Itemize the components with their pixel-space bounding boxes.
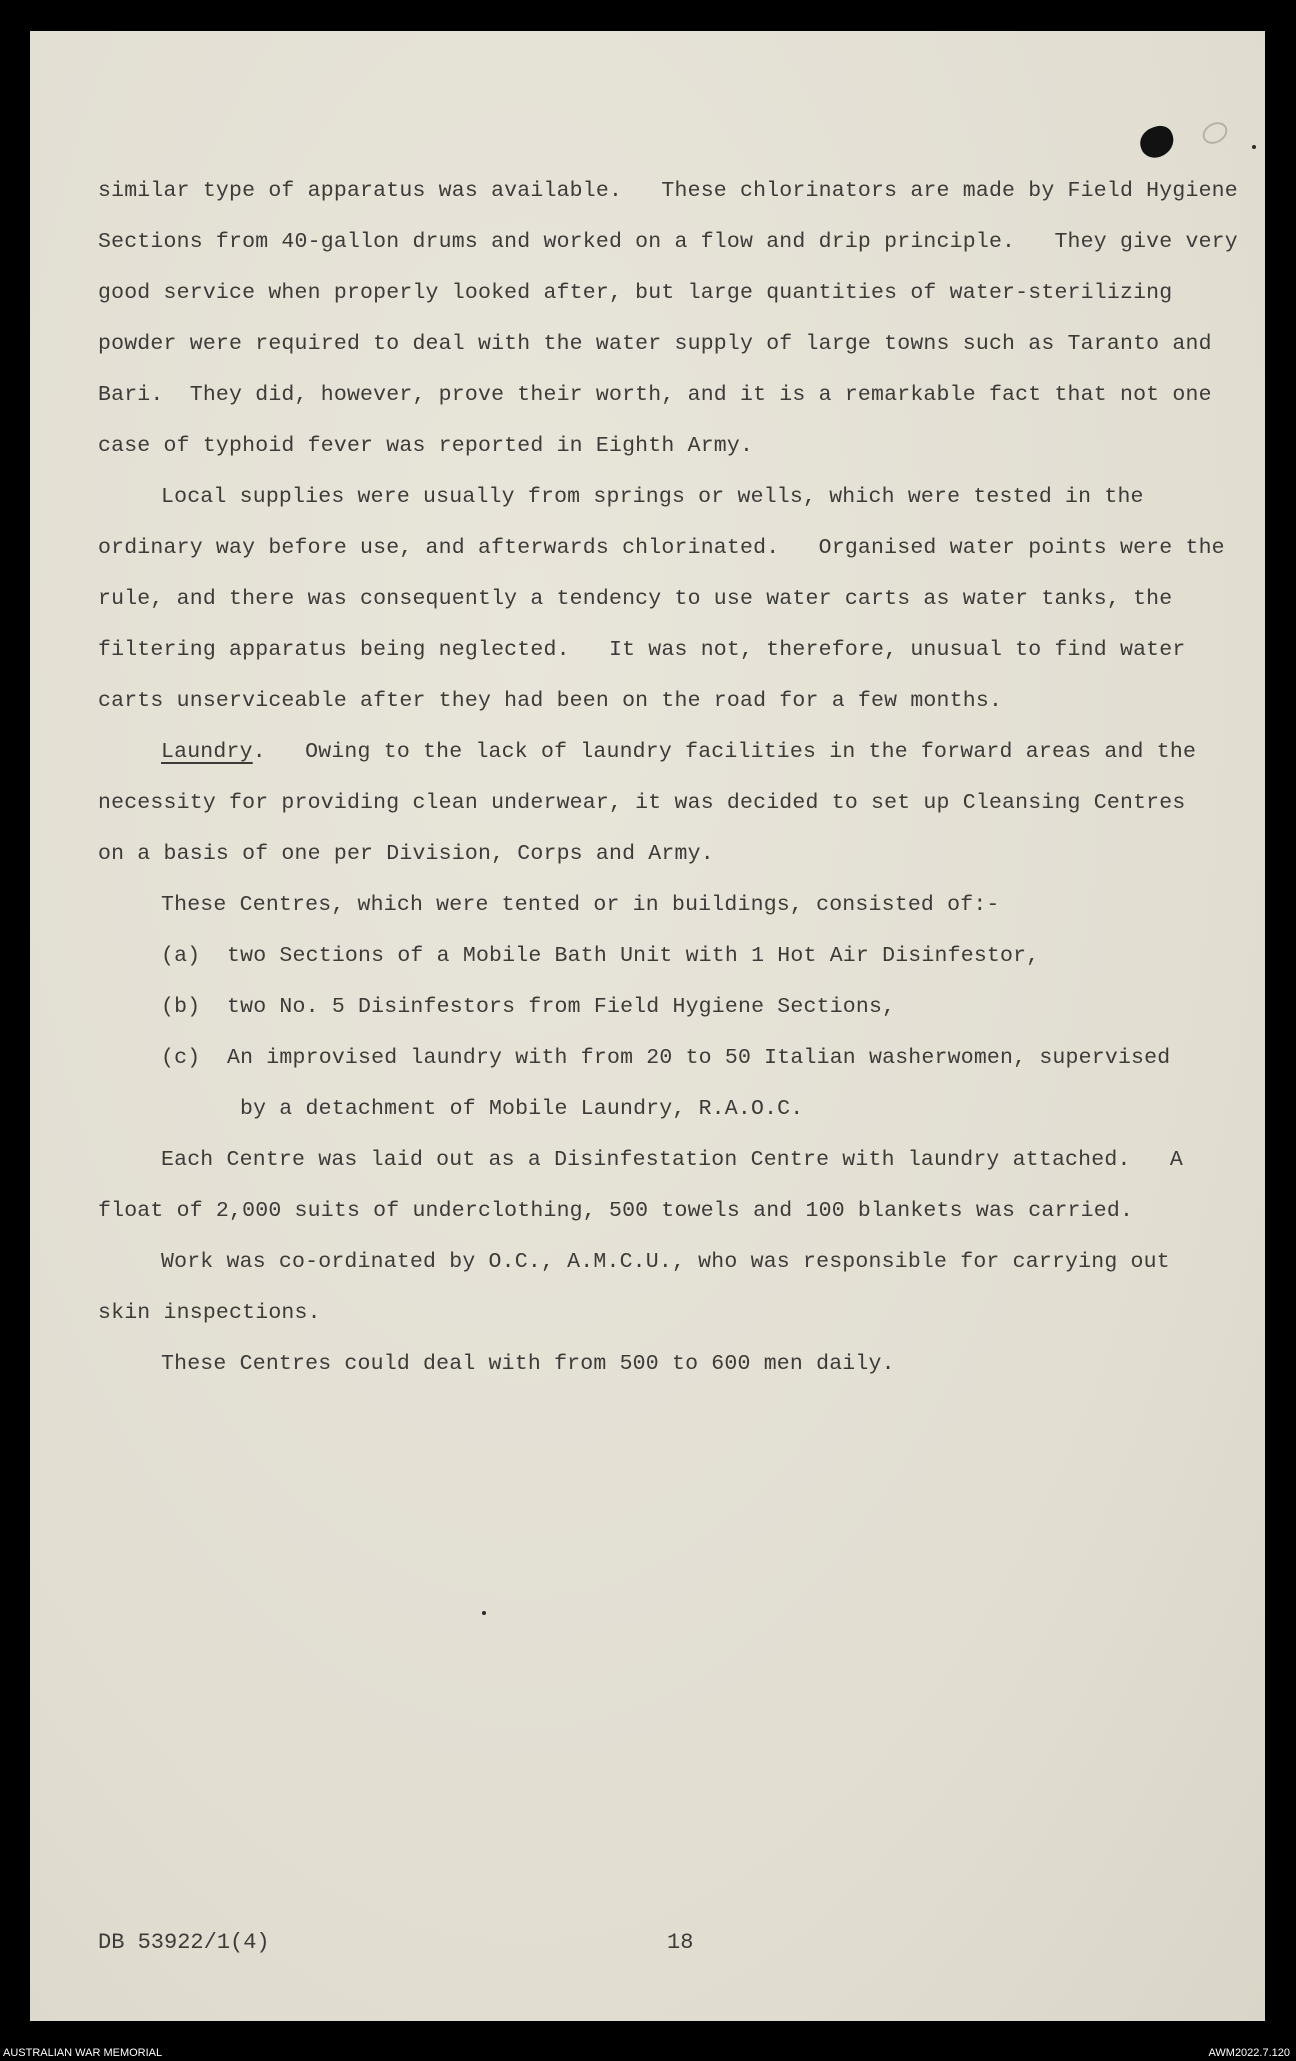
body-line: skin inspections. — [98, 1301, 321, 1325]
list-item — [98, 982, 1218, 1033]
body-line: filtering apparatus being neglected. It was not, therefore, unusual to find water — [98, 638, 1186, 662]
body-line: These Centres, which were tented or in buildings, consisted of:- — [161, 893, 1000, 917]
paper-damage-mark — [1199, 118, 1232, 148]
punch-hole — [1136, 122, 1178, 162]
body-line: necessity for providing clean underwear, it was decided to set up Cleansing Centres — [98, 791, 1186, 815]
body-line: case of typhoid fever was reported in Eighth Army. — [98, 434, 754, 458]
document-body — [98, 166, 1238, 1390]
body-line: Bari. They did, however, prove their worth, and it is a remarkable fact that not one — [98, 383, 1212, 407]
body-line: rule, and there was consequently a tendency to use water carts as water tanks, the — [98, 587, 1173, 611]
list-item-text: An improvised laundry with from 20 to 50 Italian washerwomen, supervised — [227, 1046, 1171, 1070]
body-line: similar type of apparatus was available. These chlorinators are made by Field Hygiene — [98, 179, 1238, 203]
body-line: Each Centre was laid out as a Disinfestation Centre with laundry attached. A — [161, 1148, 1183, 1172]
body-line: ordinary way before use, and afterwards chlorinated. Organised water points were the — [98, 536, 1225, 560]
body-line: carts unserviceable after they had been on the road for a few months. — [98, 689, 1003, 713]
ink-speck — [482, 1611, 486, 1615]
list-item-text: two Sections of a Mobile Bath Unit with 1 Hot Air Disinfestor, — [227, 944, 1040, 968]
page-number: 18 — [667, 1930, 694, 1955]
list-item-text: two No. 5 Disinfestors from Field Hygiene Sections, — [227, 995, 896, 1019]
section-heading-laundry: Laundry — [161, 740, 253, 764]
archive-item-id: AWM2022.7.120 — [1208, 2047, 1290, 2059]
body-line: powder were required to deal with the water supply of large towns such as Taranto and — [98, 332, 1212, 356]
body-line: Work was co-ordinated by O.C., A.M.C.U., who was responsible for carrying out — [161, 1250, 1170, 1274]
list-item-continuation: by a detachment of Mobile Laundry, R.A.O.C. — [240, 1097, 804, 1121]
list-item-label: (c) — [161, 1046, 201, 1070]
ink-speck — [1252, 145, 1256, 149]
list-item-label: (a) — [161, 944, 201, 968]
body-line: on a basis of one per Division, Corps and Army. — [98, 842, 714, 866]
list-item-label: (b) — [161, 995, 201, 1019]
body-line: Sections from 40-gallon drums and worked on a flow and drip principle. They give very — [98, 230, 1238, 254]
body-line: Local supplies were usually from springs or wells, which were tested in the — [161, 485, 1144, 509]
list-item — [98, 1033, 1218, 1084]
laundry-paragraph-first-line — [98, 727, 1218, 778]
body-text: . Owing to the lack of laundry facilities in the forward areas and the — [252, 740, 1197, 764]
archive-name: AUSTRALIAN WAR MEMORIAL — [3, 2047, 163, 2059]
body-line: good service when properly looked after, but large quantities of water-sterilizing — [98, 281, 1173, 305]
archive-caption-bar — [0, 2046, 1296, 2061]
list-item — [98, 931, 1218, 982]
body-line: float of 2,000 suits of underclothing, 500 towels and 100 blankets was carried. — [98, 1199, 1134, 1223]
document-reference: DB 53922/1(4) — [98, 1930, 270, 1955]
body-line: These Centres could deal with from 500 to 600 men daily. — [161, 1352, 895, 1376]
